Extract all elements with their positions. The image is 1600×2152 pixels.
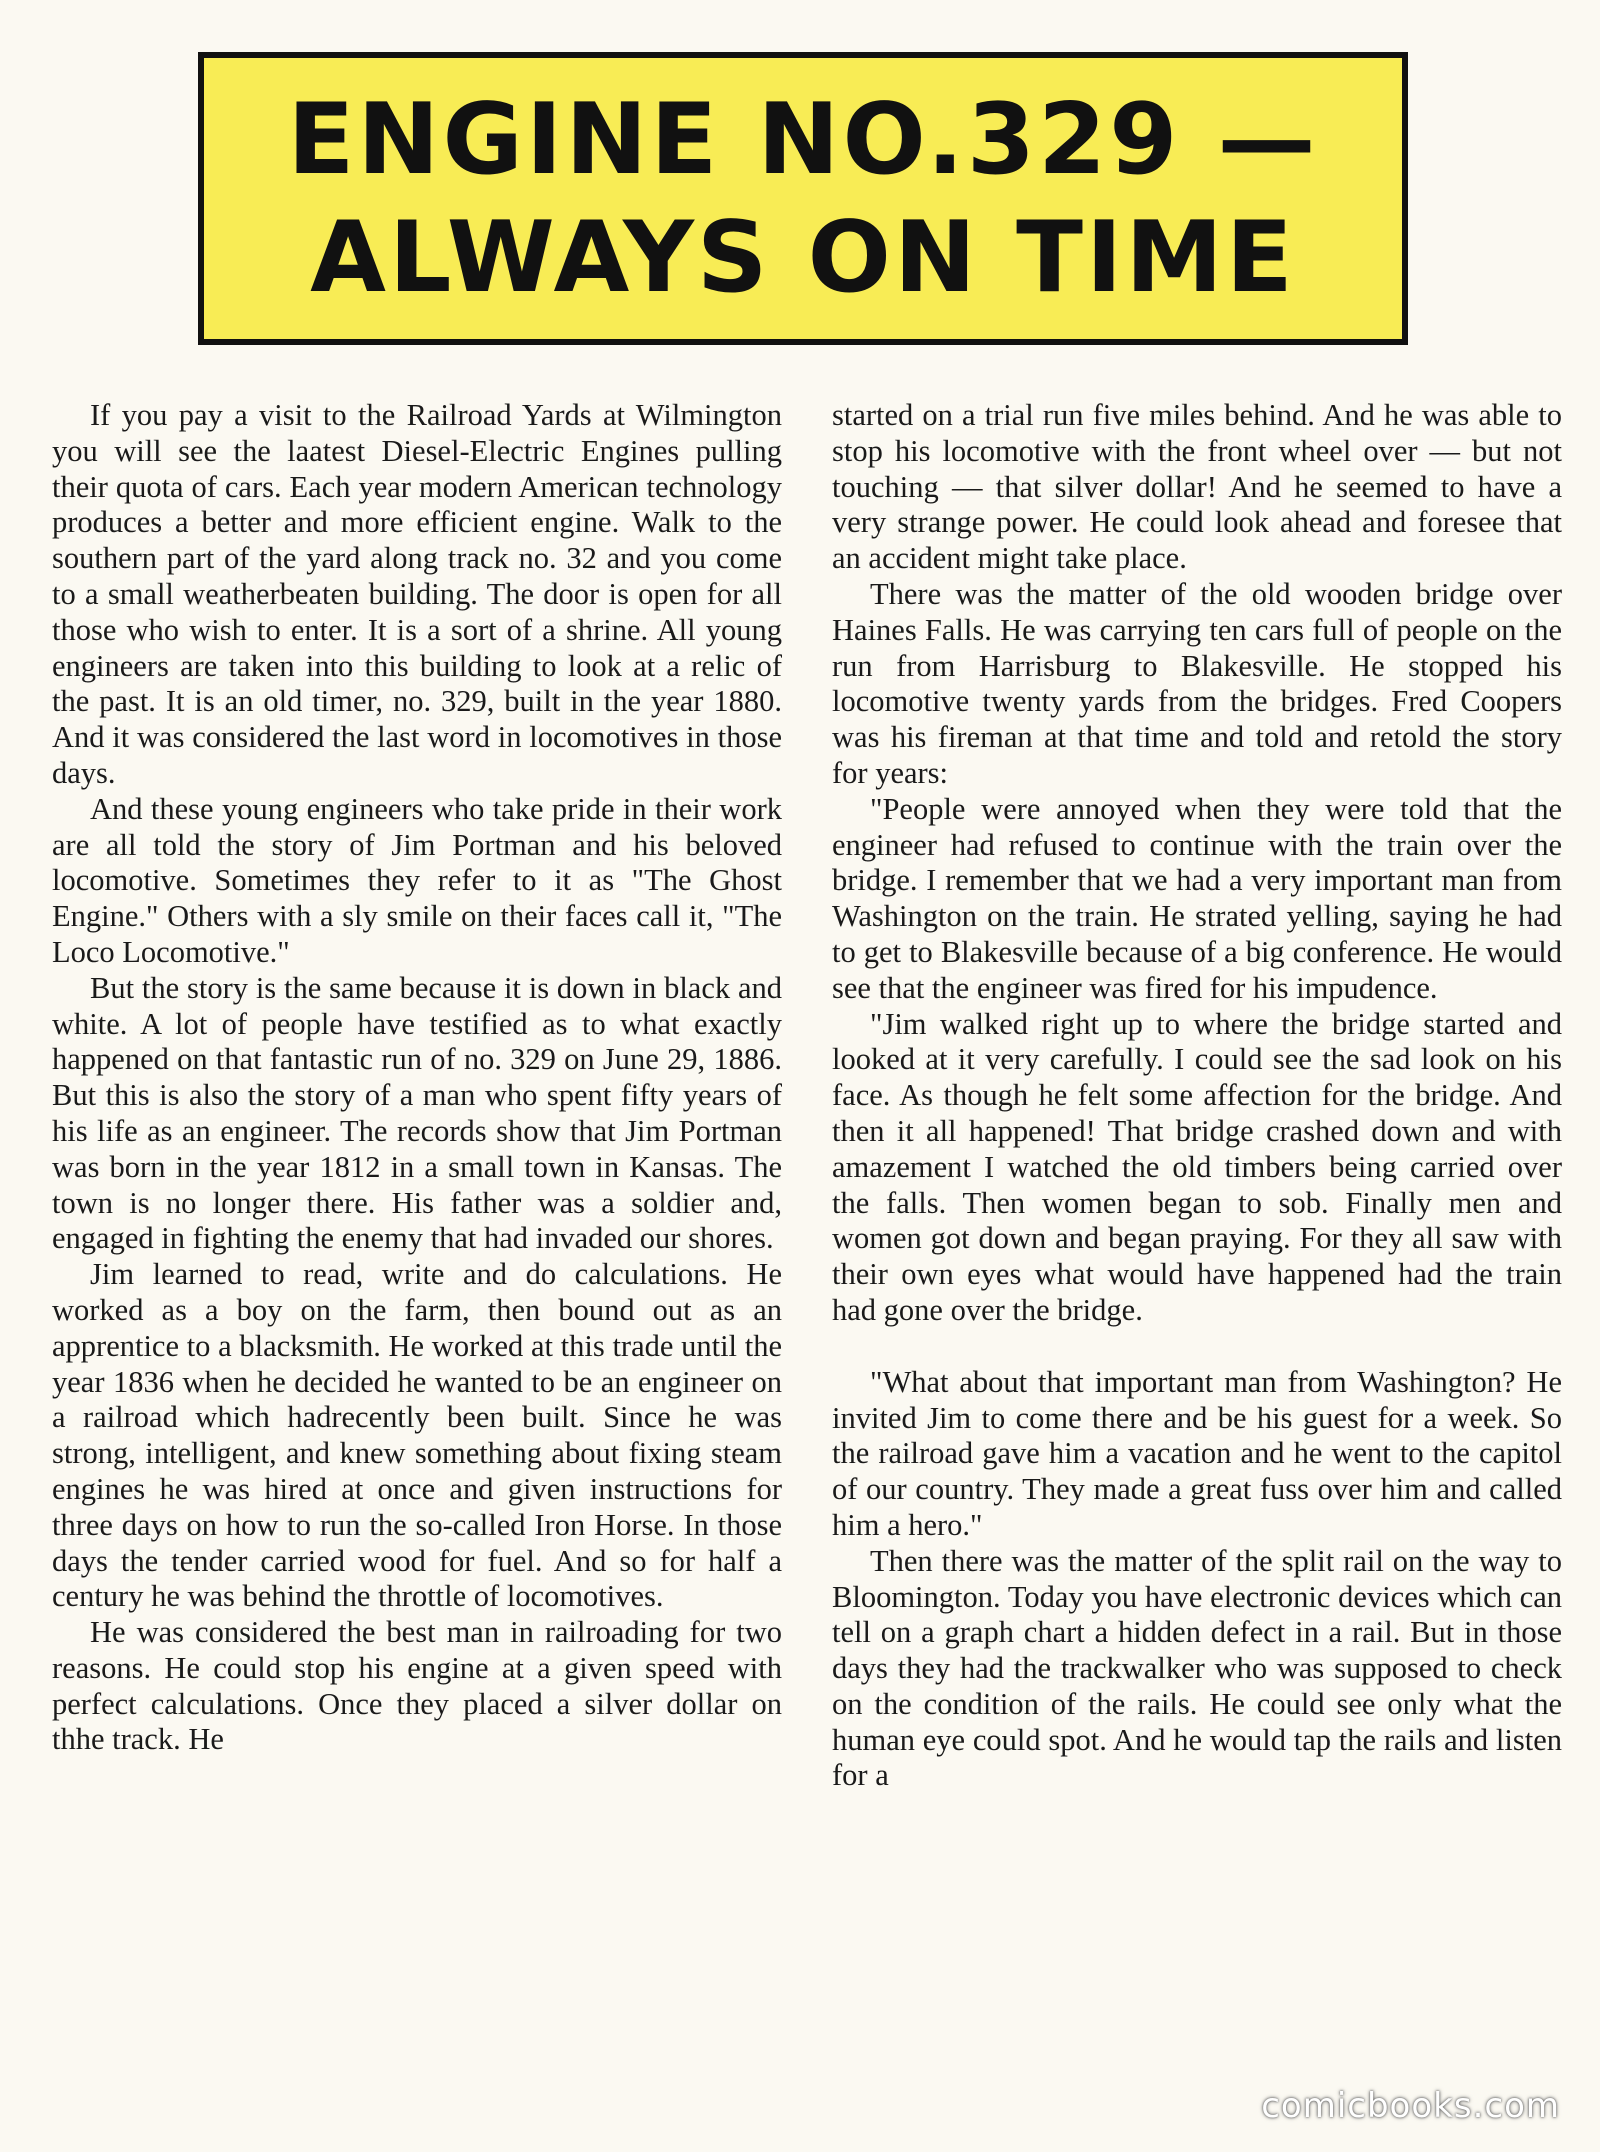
title-banner <box>198 52 1408 345</box>
paragraph: There was the matter of the old wooden bridge over Haines Falls. He was carrying ten cars full of people on the run from Harrisburg to Blakesville. He stopped his locomotive twenty yards from the bridges. Fred Coopers was his fireman at that time and told and retold the story for years: <box>832 576 1562 790</box>
article-body <box>52 398 1562 2118</box>
left-column <box>52 398 782 2118</box>
paragraph: But the story is the same because it is down in black and white. A lot of people have testified as to what exactly happened on that fantastic run of no. 329 on June 29, 1886. But this is also the story of a man who spent fifty years of his life as an engineer. The records show that Jim Portman was born in the year 1812 in a small town in Kansas. The town is no longer there. His father was a soldier and, engaged in fighting the enemy that had invaded our shores. <box>52 970 782 1256</box>
paragraph: If you pay a visit to the Railroad Yards at Wilmington you will see the laatest Diesel-Electric Engines pulling their quota of cars. Each year modern American technology produces a better and more efficient engine. Walk to the southern part of the yard along track no. 32 and you come to a small weatherbeaten building. The door is open for all those who wish to enter. It is a sort of a shrine. All young engineers are taken into this building to look at a relic of the past. It is an old timer, no. 329, built in the year 1880. And it was considered the last word in locomotives in those days. <box>52 398 782 790</box>
paragraph: "People were annoyed when they were told that the engineer had refused to continue with the train over the bridge. I remember that we had a very important man from Washington on the train. He strated yelling, saying he had to get to Blakesville because of a big conference. He would see that the engineer was fired for his impudence. <box>832 791 1562 1005</box>
right-column <box>832 398 1562 2118</box>
paragraph: "What about that important man from Washington? He invited Jim to come there and be his guest for a week. So the railroad gave him a vacation and he went to the capitol of our country. They made a great fuss over him and called him a hero." <box>832 1364 1562 1542</box>
paragraph: And these young engineers who take pride in their work are all told the story of Jim Portman and his beloved locomotive. Sometimes they refer to it as "The Ghost Engine." Others with a sly smile on their faces call it, "The Loco Locomotive." <box>52 791 782 969</box>
paragraph: Then there was the matter of the split rail on the way to Bloomington. Today you have electronic devices which can tell on a graph chart a hidden defect in a rail. But in those days they had the trackwalker who was supposed to check on the condition of the rails. He could see only what the human eye could spot. And he would tap the rails and listen for a <box>832 1543 1562 1793</box>
title-line-2: ALWAYS ON TIME <box>310 200 1296 315</box>
title-line-1: ENGINE NO.329 — <box>287 82 1319 197</box>
paragraph: Jim learned to read, write and do calculations. He worked as a boy on the farm, then bound out as an apprentice to a blacksmith. He worked at this trade until the year 1836 when he decided he wanted to be an engineer on a railroad which hadrecently been built. Since he was strong, intelligent, and knew something about fixing steam engines he was hired at once and given instructions for three days on how to run the so-called Iron Horse. In those days the tender carried wood for fuel. And so for half a century he was behind the throttle of locomotives. <box>52 1257 782 1614</box>
paragraph: "Jim walked right up to where the bridge started and looked at it very carefully. I could see the sad look on his face. As though he felt some affection for the bridge. And then it all happened! That bridge crashed down and with amazement I watched the old timbers being carried over the falls. Then women began to sob. Finally men and women got down and began praying. For they all saw with their own eyes what would have happened had the train had gone over the bridge. <box>832 1006 1562 1327</box>
paragraph: started on a trial run five miles behind. And he was able to stop his locomotive with the front wheel over — but not touching — that silver dollar! And he seemed to have a very strange power. He could look ahead and foresee that an accident might take place. <box>832 398 1562 576</box>
paragraph: He was considered the best man in railroading for two reasons. He could stop his engine at a given speed with perfect calculations. Once they placed a silver dollar on thhe track. He <box>52 1615 782 1757</box>
watermark: comicbooks.com <box>1261 2086 1560 2126</box>
